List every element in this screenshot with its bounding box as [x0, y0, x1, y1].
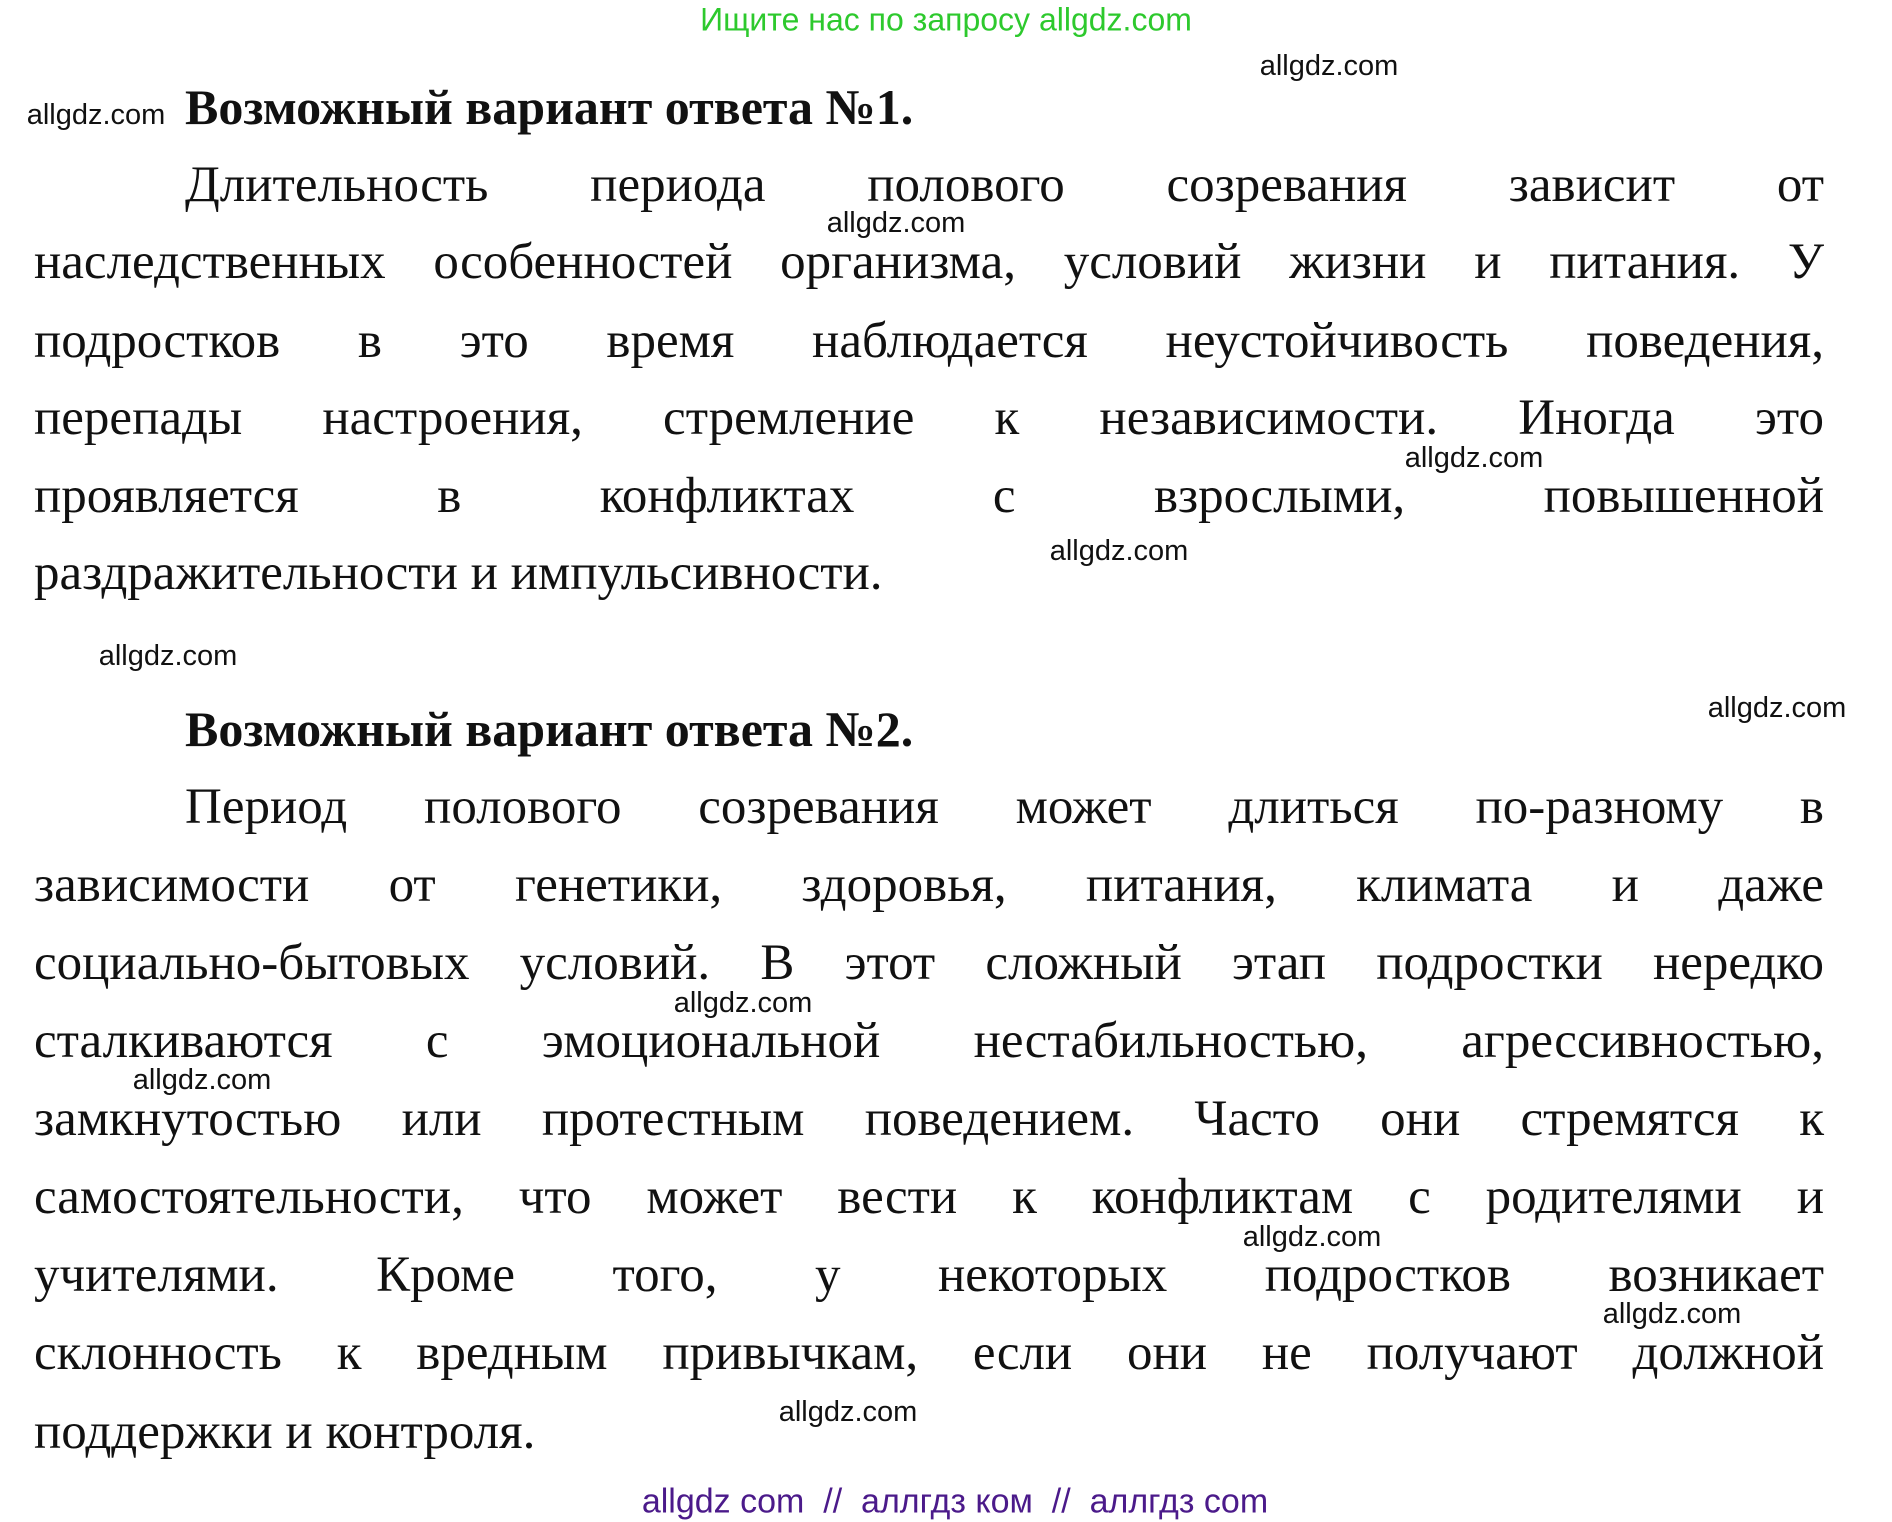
footer-banner: allgdz com // аллгдз ком // аллгдз com	[641, 1482, 1269, 1521]
watermark: allgdz.com	[26, 99, 166, 131]
answer2-line: склонность к вредным привычкам, если они не получают должной	[34, 1325, 1824, 1381]
answer1-line: перепады настроения, стремление к независимости. Иногда это	[34, 390, 1824, 446]
answer1-line: подростков в это время наблюдается неустойчивость поведения,	[34, 313, 1824, 369]
answer2-line: учителями. Кроме того, у некоторых подростков возникает	[34, 1247, 1824, 1303]
answer2-line: поддержки и контроля.	[34, 1404, 536, 1460]
watermark: allgdz.com	[778, 1396, 918, 1428]
answer1-line: наследственных особенностей организма, условий жизни и питания. У	[34, 234, 1824, 290]
answer2-title: Возможный вариант ответа №2.	[185, 701, 914, 757]
answer2-line: Период полового созревания может длиться по-разному в	[185, 779, 1824, 835]
watermark: allgdz.com	[1259, 50, 1399, 82]
answer1-line: раздражительности и импульсивности.	[34, 545, 883, 601]
watermark: allgdz.com	[1602, 1298, 1742, 1330]
answer1-title: Возможный вариант ответа №1.	[185, 79, 914, 135]
watermark: allgdz.com	[1242, 1221, 1382, 1253]
watermark: allgdz.com	[826, 207, 966, 239]
search-banner: Ищите нас по запросу allgdz.com	[700, 1, 1192, 38]
watermark: allgdz.com	[132, 1064, 272, 1096]
answer2-line: социально-бытовых условий. В этот сложный этап подростки нередко	[34, 935, 1824, 991]
watermark: allgdz.com	[673, 987, 813, 1019]
answer2-line: сталкиваются с эмоциональной нестабильностью, агрессивностью,	[34, 1013, 1824, 1069]
watermark: allgdz.com	[98, 640, 238, 672]
watermark: allgdz.com	[1707, 692, 1847, 724]
answer2-line: замкнутостью или протестным поведением. Часто они стремятся к	[34, 1091, 1824, 1147]
watermark: allgdz.com	[1049, 535, 1189, 567]
answer2-line: самостоятельности, что может вести к конфликтам с родителями и	[34, 1169, 1824, 1225]
watermark: allgdz.com	[1404, 442, 1544, 474]
answer1-line: Длительность периода полового созревания зависит от	[185, 157, 1824, 213]
answer2-line: зависимости от генетики, здоровья, питания, климата и даже	[34, 857, 1824, 913]
answer1-line: проявляется в конфликтах с взрослыми, повышенной	[34, 468, 1824, 524]
